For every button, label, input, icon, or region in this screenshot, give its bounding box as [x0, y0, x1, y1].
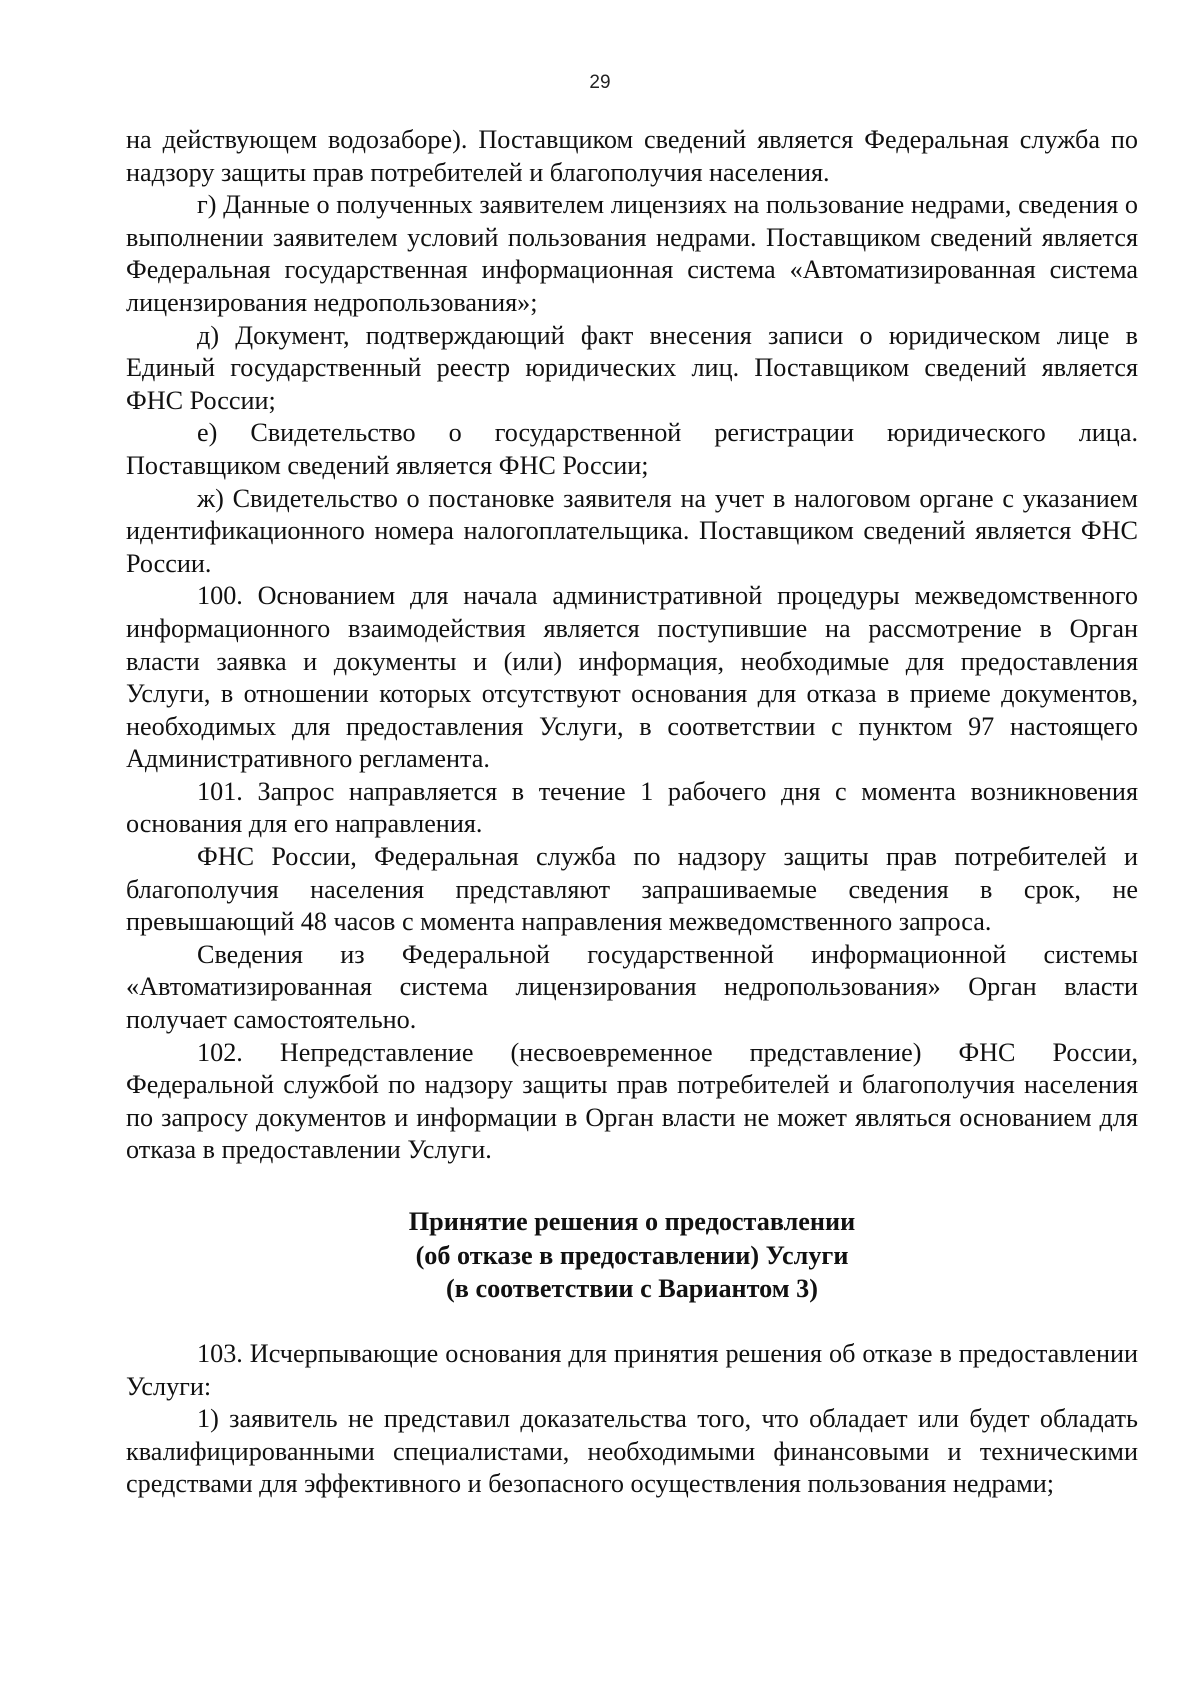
page-number: 29 — [589, 72, 611, 93]
section-heading-line: Принятие решения о предоставлении — [408, 1207, 856, 1236]
paragraph-item-g: г) Данные о полученных заявителем лицензиях на пользование недрами, сведения о выполнении заявителем условий пользования недрами. Поставщиком сведений является Федеральная государственная информационная система «Автоматизированная система лицензирования недропользования»; — [126, 190, 1138, 317]
paragraph-item-1: 1) заявитель не представил доказательства того, что обладает или будет обладать квалифицированными специалистами, необходимыми финансовыми и техническими средствами для эффективного и безопасного осуществления пользования недрами; — [126, 1404, 1138, 1499]
section-heading — [126, 1205, 1138, 1306]
paragraph-102: 102. Непредставление (несвоевременное представление) ФНС России, Федеральной службой по надзору защиты прав потребителей и благополучия населения по запросу документов и информации в Орган власти не может являться основанием для отказа в предоставлении Услуги. — [126, 1037, 1138, 1165]
section-heading-line: (в соответствии с Вариантом 3) — [446, 1274, 818, 1303]
paragraph-100: 100. Основанием для начала административной процедуры межведомственного информационного взаимодействия является поступившие на рассмотрение в Орган власти заявка и документы и (или) информация, необходимые для предоставления Услуги, в отношении которых отсутствуют основания для отказа в приеме документов, необходимых для предоставления Услуги, в соответствии с пунктом 97 настоящего Административного регламента. — [126, 581, 1138, 774]
paragraph-101: 101. Запрос направляется в течение 1 рабочего дня с момента возникновения основания для его направления. — [126, 776, 1138, 839]
paragraph-fgis-info: Сведения из Федеральной государственной информационной системы «Автоматизированная система лицензирования недропользования» Орган власти получает самостоятельно. — [126, 939, 1138, 1035]
paragraph-fns-deadline: ФНС России, Федеральная служба по надзору защиты прав потребителей и благополучия населения представляют запрашиваемые сведения в срок, не превышающий 48 часов с момента направления межведомственного запроса. — [126, 842, 1138, 937]
paragraph-continuation: на действующем водозаборе). Поставщиком сведений является Федеральная служба по надзору защиты прав потребителей и благополучия населения. — [126, 125, 1138, 187]
paragraph-item-d: д) Документ, подтверждающий факт внесения записи о юридическом лице в Единый государственный реестр юридических лиц. Поставщиком сведений является ФНС России; — [126, 320, 1138, 415]
body-text — [126, 124, 1138, 1167]
paragraph-item-e: е) Свидетельство о государственной регистрации юридического лица. Поставщиком сведений является ФНС России; — [126, 418, 1138, 480]
paragraph-item-zh: ж) Свидетельство о постановке заявителя на учет в налоговом органе с указанием идентификационного номера налогоплательщика. Поставщиком сведений является ФНС России. — [126, 483, 1138, 578]
body-text-after-heading — [126, 1338, 1138, 1501]
section-heading-line: (об отказе в предоставлении) Услуги — [415, 1240, 849, 1270]
paragraph-103: 103. Исчерпывающие основания для принятия решения об отказе в предоставлении Услуги: — [126, 1339, 1138, 1401]
